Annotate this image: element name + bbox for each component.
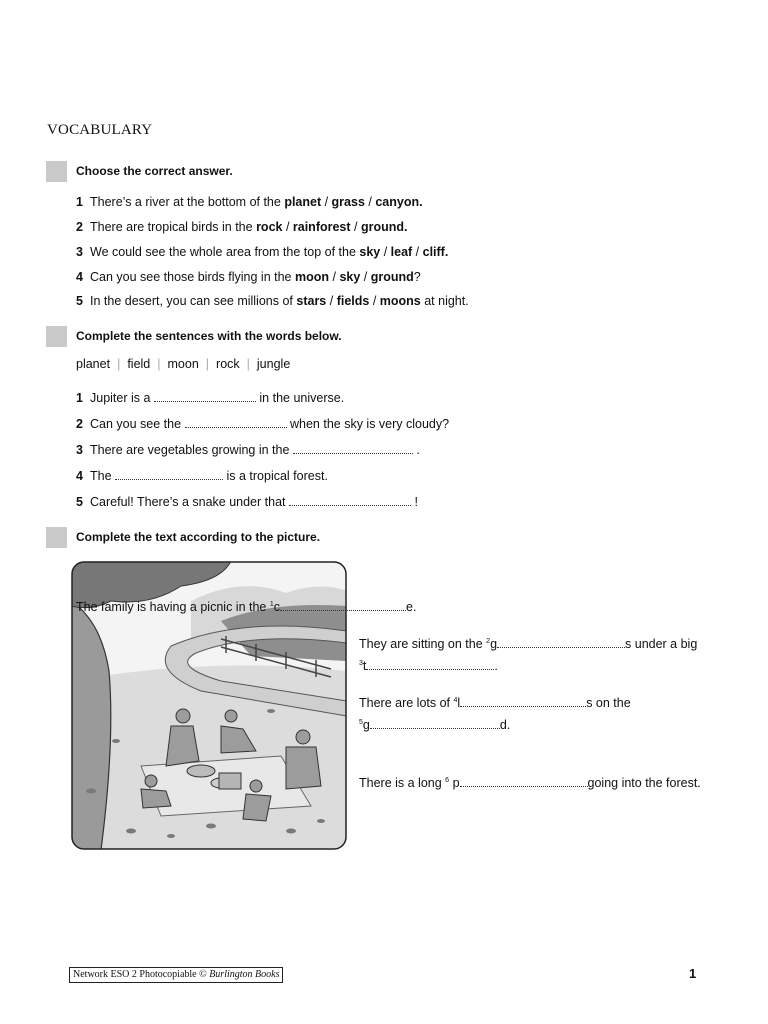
answer-blank[interactable] (370, 717, 500, 729)
text: There are lots of (359, 696, 454, 710)
item-number: 4 (76, 270, 83, 284)
ex1-item-4: 4 Can you see those birds flying in the moon / sky / ground? (76, 270, 421, 284)
page-number: 1 (689, 966, 697, 981)
option[interactable]: grass (331, 195, 365, 209)
option[interactable]: leaf (390, 245, 413, 259)
answer-blank[interactable] (497, 636, 625, 648)
answer-blank[interactable] (460, 775, 588, 787)
item-text: Careful! There’s a snake under that (90, 495, 289, 509)
ex2-item-1: 1 Jupiter is a in the universe. (76, 391, 345, 405)
item-text: Can you see those birds flying in the (90, 270, 295, 284)
exercise-3-marker (46, 527, 67, 548)
option[interactable]: moon (294, 270, 330, 284)
exercise-1-marker (46, 161, 67, 182)
ex3-line-4: There are lots of $^4$l s on the (359, 696, 631, 710)
item-number: 5 (76, 495, 83, 509)
option[interactable]: stars (296, 294, 327, 308)
exercise-1-instruction: Choose the correct answer. (76, 164, 233, 178)
ex3-line-6: There is a long $^6$ p going into the forest. (359, 776, 701, 790)
item-text: Can you see the (90, 417, 185, 431)
ex2-item-5: 5 Careful! There’s a snake under that ! (76, 495, 418, 509)
section-title: VOCABULARY (47, 122, 153, 138)
publisher-name: Burlington Books (209, 969, 280, 980)
option[interactable]: sky (359, 245, 381, 259)
item-text: Jupiter is a (90, 391, 154, 405)
ex3-line-5: $^5$g d. (359, 718, 511, 732)
word-bank: planet | field | moon | rock | jungle (76, 357, 291, 371)
footer-copyright (69, 967, 283, 983)
word-bank-word: planet (76, 357, 111, 371)
ex3-line-3: $^3$t . (359, 659, 498, 673)
item-number: 1 (76, 391, 83, 405)
answer-blank[interactable] (293, 442, 413, 454)
ex1-item-2: 2 There are tropical birds in the rock / rainforest / ground. (76, 220, 408, 234)
word-bank-word: moon (167, 357, 199, 371)
exercise-2-marker (46, 326, 67, 347)
item-text: In the desert, you can see millions of (90, 294, 297, 308)
word-bank-word: rock (216, 357, 240, 371)
option[interactable]: canyon. (375, 195, 423, 209)
option[interactable]: cliff. (422, 245, 449, 259)
ex3-line-1: The family is having a picnic in the $^1$c e. (76, 600, 417, 614)
ex3-line-2: They are sitting on the $^2$g s under a big (359, 637, 698, 651)
option[interactable]: rainforest (292, 220, 351, 234)
answer-blank[interactable] (366, 658, 494, 670)
footer-text: Network ESO 2 Photocopiable © (73, 969, 210, 980)
ex2-item-2: 2 Can you see the when the sky is very cloudy? (76, 417, 450, 431)
item-number: 3 (76, 443, 83, 457)
ex2-item-3: 3 There are vegetables growing in the . (76, 443, 420, 457)
item-number: 5 (76, 294, 83, 308)
ex2-item-4: 4 The is a tropical forest. (76, 469, 328, 483)
text: They are sitting on the (359, 637, 487, 651)
ex1-item-3: 3 We could see the whole area from the top of the sky / leaf / cliff. (76, 245, 449, 259)
item-number: 2 (76, 417, 83, 431)
option[interactable]: planet (284, 195, 322, 209)
text: The family is having a picnic in the (76, 600, 270, 614)
answer-blank[interactable] (115, 468, 223, 480)
item-number: 3 (76, 245, 83, 259)
option[interactable]: ground. (360, 220, 408, 234)
item-number: 1 (76, 195, 83, 209)
word-bank-word: field (127, 357, 151, 371)
item-text: There are vegetables growing in the (90, 443, 293, 457)
answer-blank[interactable] (460, 695, 586, 707)
ex1-item-5: 5 In the desert, you can see millions of stars / fields / moons at night. (76, 294, 469, 308)
exercise-2-instruction: Complete the sentences with the words below. (76, 329, 342, 343)
option[interactable]: moons (379, 294, 421, 308)
exercise-3-instruction: Complete the text according to the picture. (76, 530, 321, 544)
item-number: 4 (76, 469, 83, 483)
text: There is a long (359, 776, 446, 790)
word-bank-word: jungle (256, 357, 291, 371)
option[interactable]: sky (339, 270, 361, 284)
item-text: We could see the whole area from the top of the (90, 245, 360, 259)
option[interactable]: fields (336, 294, 370, 308)
item-text: The (90, 469, 116, 483)
answer-blank[interactable] (185, 416, 287, 428)
option[interactable]: rock (256, 220, 283, 234)
option[interactable]: ground (370, 270, 414, 284)
answer-blank[interactable] (154, 390, 256, 402)
item-number: 2 (76, 220, 83, 234)
item-text: There’s a river at the bottom of the (90, 195, 285, 209)
ex1-item-1: 1 There’s a river at the bottom of the planet / grass / canyon. (76, 195, 423, 209)
item-text: There are tropical birds in the (90, 220, 257, 234)
answer-blank[interactable] (289, 494, 411, 506)
answer-blank[interactable] (280, 599, 406, 611)
